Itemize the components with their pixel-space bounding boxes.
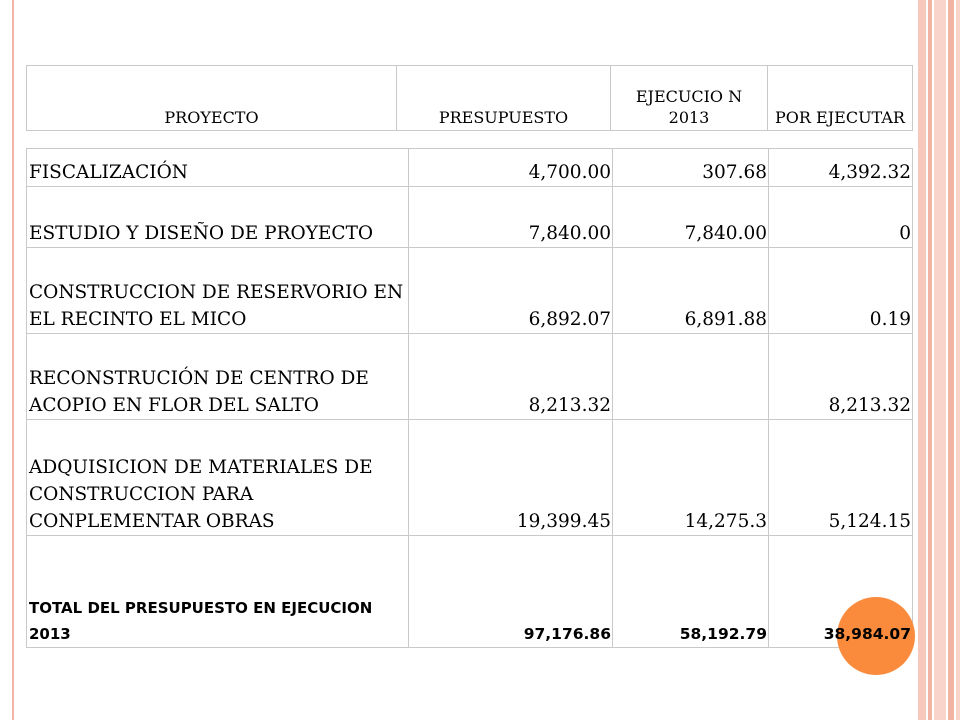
table-row <box>27 248 913 334</box>
total-label: TOTAL DEL PRESUPUESTO EN EJECUCION 2013 <box>27 536 409 648</box>
row-budget: 6,892.07 <box>409 248 613 334</box>
total-row <box>27 536 913 648</box>
row-budget: 7,840.00 <box>409 187 613 248</box>
row-pending: 0.19 <box>769 248 913 334</box>
table-row <box>27 334 913 420</box>
row-budget: 8,213.32 <box>409 334 613 420</box>
row-budget: 4,700.00 <box>409 149 613 187</box>
header-row <box>27 66 913 131</box>
row-pending: 8,213.32 <box>769 334 913 420</box>
row-execution: 307.68 <box>613 149 769 187</box>
budget-table <box>26 148 913 648</box>
row-project: CONSTRUCCION DE RESERVORIO EN EL RECINTO EL MICO <box>27 248 409 334</box>
slide-right-stripes <box>918 0 960 720</box>
row-project: RECONSTRUCIÓN DE CENTRO DE ACOPIO EN FLOR DEL SALTO <box>27 334 409 420</box>
header-budget: PRESUPUESTO <box>397 66 611 131</box>
header-table <box>26 65 913 131</box>
row-execution: 7,840.00 <box>613 187 769 248</box>
total-pending-value: 38,984.07 <box>823 625 911 643</box>
table-row <box>27 149 913 187</box>
row-pending: 5,124.15 <box>769 420 913 536</box>
table-row <box>27 187 913 248</box>
total-budget: 97,176.86 <box>409 536 613 648</box>
row-budget: 19,399.45 <box>409 420 613 536</box>
row-project: FISCALIZACIÓN <box>27 149 409 187</box>
total-pending <box>769 536 913 648</box>
row-pending: 4,392.32 <box>769 149 913 187</box>
row-project: ESTUDIO Y DISEÑO DE PROYECTO <box>27 187 409 248</box>
row-execution <box>613 334 769 420</box>
header-execution: EJECUCIO N 2013 <box>611 66 768 131</box>
header-project: PROYECTO <box>27 66 397 131</box>
header-pending: POR EJECUTAR <box>768 66 913 131</box>
table-row <box>27 420 913 536</box>
row-project: ADQUISICION DE MATERIALES DE CONSTRUCCION PARA CONPLEMENTAR OBRAS <box>27 420 409 536</box>
slide-left-border <box>0 0 14 720</box>
total-execution: 58,192.79 <box>613 536 769 648</box>
row-execution: 14,275.3 <box>613 420 769 536</box>
row-execution: 6,891.88 <box>613 248 769 334</box>
row-pending: 0 <box>769 187 913 248</box>
